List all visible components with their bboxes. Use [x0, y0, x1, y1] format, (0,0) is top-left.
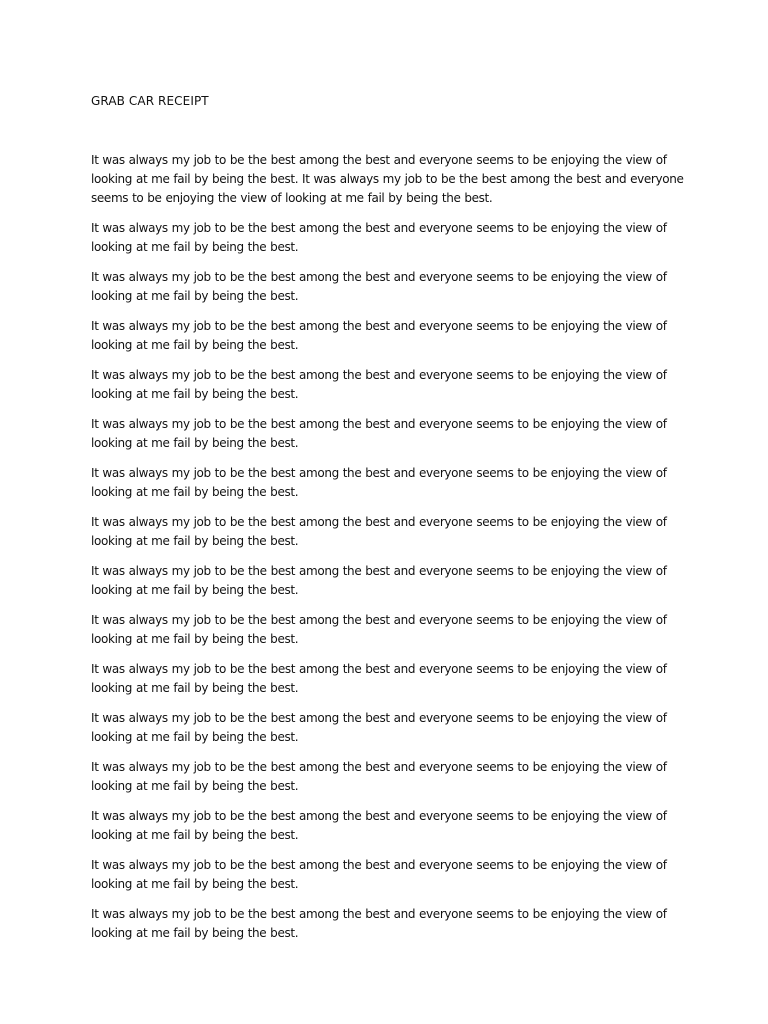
paragraph-line: It was always my job to be the best among the best and everyone seems to be enjoying the view of: [91, 760, 667, 774]
paragraph-line: It was always my job to be the best among the best and everyone seems to be enjoying the view of: [91, 319, 667, 333]
paragraph-line: looking at me fail by being the best.: [91, 534, 299, 548]
paragraph-line: looking at me fail by being the best.: [91, 681, 299, 695]
body-paragraph: [91, 562, 691, 600]
body-paragraph: [91, 366, 691, 404]
body-paragraph: [91, 709, 691, 747]
paragraph-line: It was always my job to be the best among the best and everyone seems to be enjoying the view of: [91, 564, 667, 578]
body-paragraph: [91, 219, 691, 257]
paragraph-line: looking at me fail by being the best.: [91, 436, 299, 450]
paragraph-line: It was always my job to be the best among the best and everyone seems to be enjoying the view of: [91, 515, 667, 529]
paragraph-line: It was always my job to be the best among the best and everyone seems to be enjoying the view of: [91, 711, 667, 725]
paragraph-line: It was always my job to be the best among the best and everyone seems to be enjoying the view of: [91, 613, 667, 627]
body-paragraph: [91, 758, 691, 796]
paragraph-line: looking at me fail by being the best.: [91, 877, 299, 891]
paragraph-line: looking at me fail by being the best.: [91, 338, 299, 352]
paragraph-line: It was always my job to be the best among the best and everyone seems to be enjoying the view of: [91, 907, 667, 921]
paragraph-line: looking at me fail by being the best.: [91, 926, 299, 940]
body-paragraph: [91, 660, 691, 698]
paragraph-line: looking at me fail by being the best.: [91, 240, 299, 254]
body-paragraph: [91, 513, 691, 551]
paragraph-line: looking at me fail by being the best.: [91, 485, 299, 499]
paragraph-line: looking at me fail by being the best. It was always my job to be the best among the best and everyone: [91, 172, 684, 186]
paragraph-line: It was always my job to be the best among the best and everyone seems to be enjoying the view of: [91, 858, 667, 872]
body-paragraph: [91, 464, 691, 502]
paragraph-line: looking at me fail by being the best.: [91, 387, 299, 401]
paragraph-line: It was always my job to be the best among the best and everyone seems to be enjoying the view of: [91, 153, 667, 167]
paragraph-line: It was always my job to be the best among the best and everyone seems to be enjoying the view of: [91, 662, 667, 676]
body-paragraph: [91, 905, 691, 943]
paragraph-line: It was always my job to be the best among the best and everyone seems to be enjoying the view of: [91, 809, 667, 823]
document-title: GRAB CAR RECEIPT: [91, 94, 209, 108]
body-paragraph: [91, 611, 691, 649]
paragraph-line: looking at me fail by being the best.: [91, 730, 299, 744]
paragraph-line: looking at me fail by being the best.: [91, 779, 299, 793]
paragraph-line: looking at me fail by being the best.: [91, 289, 299, 303]
paragraph-line: looking at me fail by being the best.: [91, 828, 299, 842]
body-paragraph: [91, 151, 691, 208]
paragraph-line: It was always my job to be the best among the best and everyone seems to be enjoying the view of: [91, 368, 667, 382]
body-paragraph: [91, 317, 691, 355]
paragraph-line: looking at me fail by being the best.: [91, 583, 299, 597]
paragraph-line: It was always my job to be the best among the best and everyone seems to be enjoying the view of: [91, 270, 667, 284]
paragraph-line: It was always my job to be the best among the best and everyone seems to be enjoying the view of: [91, 417, 667, 431]
body-paragraph: [91, 807, 691, 845]
body-paragraph: [91, 268, 691, 306]
paragraph-line: looking at me fail by being the best.: [91, 632, 299, 646]
paragraph-line: It was always my job to be the best among the best and everyone seems to be enjoying the view of: [91, 466, 667, 480]
body-paragraph: [91, 856, 691, 894]
paragraph-line: It was always my job to be the best among the best and everyone seems to be enjoying the view of: [91, 221, 667, 235]
document-body: [91, 151, 691, 954]
body-paragraph: [91, 415, 691, 453]
paragraph-line: seems to be enjoying the view of looking at me fail by being the best.: [91, 191, 493, 205]
